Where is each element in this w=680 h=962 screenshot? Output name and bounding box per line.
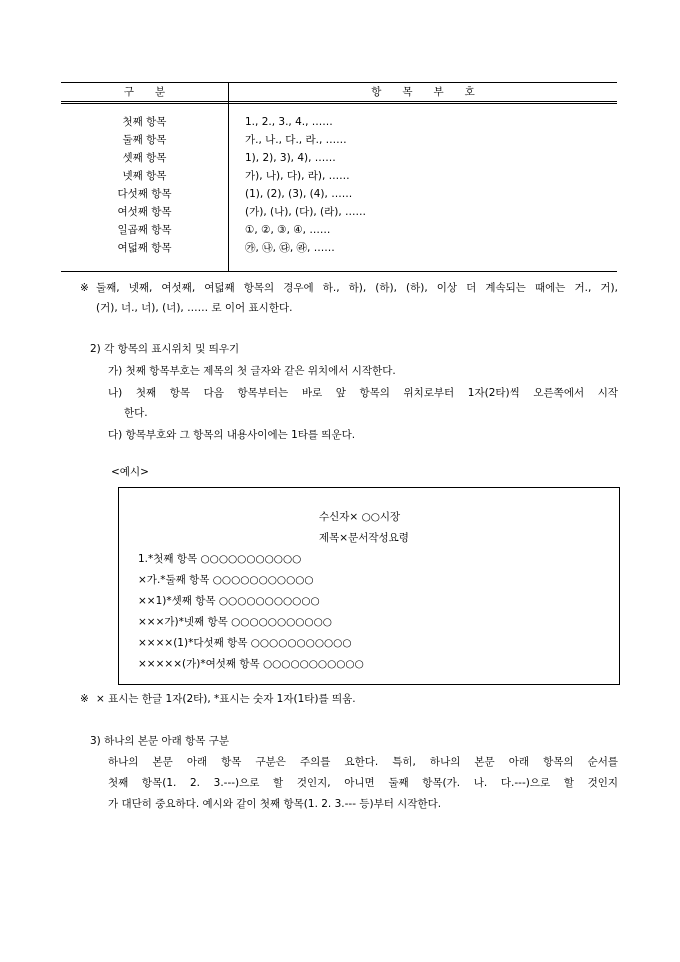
table-row-value: (가), (나), (다), (라), ……: [245, 206, 367, 218]
table-row-label: 여덟째 항목: [117, 242, 172, 254]
note-line: 둘째, 넷째, 여섯째, 여덟째 항목의 경우에 하., 하), (하), (하), 이상 더 계속되는 때에는 거., 거),: [96, 282, 618, 294]
table-header-category: 구 분: [123, 86, 166, 98]
table-row-value: 가., 나., 다., 라., ……: [245, 134, 347, 146]
table-bottom-rule: [61, 271, 617, 272]
table-row-value: 가), 나), 다), 라), ……: [245, 170, 350, 182]
table-row-value: ①, ②, ③, ④, ……: [245, 224, 331, 236]
note-mark: ※: [80, 282, 89, 294]
section-paragraph-line: 첫째 항목(1. 2. 3.---)으로 할 것인지, 아니면 둘째 항목(가. 나. 다.---)으로 할 것인지: [108, 777, 618, 789]
example-label: <예시>: [111, 466, 149, 478]
example-box: [118, 487, 620, 685]
example-line: ×××가)*넷째 항목 ○○○○○○○○○○○: [138, 616, 332, 628]
example-line: ×××××(가)*여섯째 항목 ○○○○○○○○○○○: [138, 658, 364, 670]
table-row-label: 둘째 항목: [122, 134, 167, 146]
table-column-divider: [228, 82, 229, 272]
table-row-label: 넷째 항목: [122, 170, 167, 182]
note-text: × 표시는 한글 1자(2타), *표시는 숫자 1자(1타)를 띄움.: [96, 693, 356, 705]
example-line: ×가.*둘째 항목 ○○○○○○○○○○○: [138, 574, 314, 586]
table-row-label: 셋째 항목: [122, 152, 167, 164]
table-header-rule-1: [61, 101, 617, 102]
example-line: 1.*첫째 항목 ○○○○○○○○○○○: [138, 553, 302, 565]
example-line: ××××(1)*다섯째 항목 ○○○○○○○○○○○: [138, 637, 352, 649]
note-mark: ※: [80, 693, 89, 705]
section-paragraph-line: 하나의 본문 아래 항목 구분은 주의를 요한다. 특히, 하나의 본문 아래 항목의 순서를: [108, 756, 618, 768]
table-row-label: 일곱째 항목: [117, 224, 172, 236]
note-line: (거), 너., 너), (너), …… 로 이어 표시한다.: [96, 302, 293, 314]
section-heading: 3) 하나의 본문 아래 항목 구분: [90, 735, 230, 747]
section-heading: 2) 각 항목의 표시위치 및 띄우기: [90, 343, 240, 355]
example-line: ××1)*셋째 항목 ○○○○○○○○○○○: [138, 595, 320, 607]
table-header-symbols: 항 목 부 호: [371, 86, 475, 98]
table-row-value: 1., 2., 3., 4., ……: [245, 116, 333, 128]
table-row-label: 첫째 항목: [122, 116, 167, 128]
section-paragraph-line: 가 대단히 중요하다. 예시와 같이 첫째 항목(1. 2. 3.--- 등)부터 시작한다.: [108, 798, 442, 810]
section-item-continuation: 한다.: [124, 407, 148, 419]
section-item: 나) 첫째 항목 다음 항목부터는 바로 앞 항목의 위치로부터 1자(2타)씩 오른쪽에서 시작: [108, 387, 618, 399]
table-header-rule-2: [61, 103, 617, 104]
example-recipient: 수신자× ○○시장: [319, 511, 401, 523]
item-symbol-table: [61, 82, 617, 272]
example-subject: 제목×문서작성요령: [319, 532, 409, 544]
table-row-value: ㉮, ㉯, ㉰, ㉱, ……: [245, 242, 335, 254]
table-row-label: 다섯째 항목: [117, 188, 172, 200]
section-item: 다) 항목부호와 그 항목의 내용사이에는 1타를 띄운다.: [108, 429, 356, 441]
section-item: 가) 첫째 항목부호는 제목의 첫 글자와 같은 위치에서 시작한다.: [108, 365, 396, 377]
table-row-value: (1), (2), (3), (4), ……: [245, 188, 353, 200]
table-row-label: 여섯째 항목: [117, 206, 172, 218]
table-row-value: 1), 2), 3), 4), ……: [245, 152, 336, 164]
